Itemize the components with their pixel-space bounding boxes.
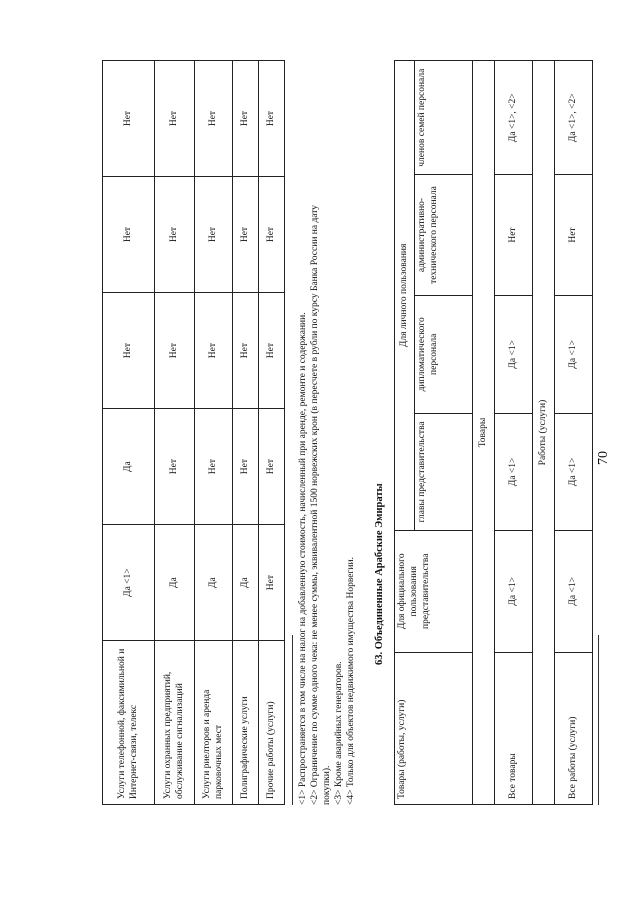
table-cell: Нет <box>233 61 259 177</box>
table-cell: Да <1> <box>495 295 533 413</box>
footnote: покупки). <box>322 765 332 805</box>
head-of-mission-header: главы представительства <box>415 413 473 530</box>
table-row <box>195 61 233 805</box>
section-title: Работы (услуги) <box>533 61 555 805</box>
table-cell: Да <1> <box>495 530 533 652</box>
diplomatic-staff-header: дипломатического персонала <box>415 295 473 413</box>
table-cell: Нет <box>155 409 195 525</box>
table-cell: Нет <box>195 177 233 293</box>
table-cell: Нет <box>195 409 233 525</box>
table-row <box>103 61 155 805</box>
table-cell: Да <box>233 525 259 641</box>
goods-column-header: Товары (работы, услуги) <box>395 652 473 804</box>
table-cell: Нет <box>233 293 259 409</box>
table-cell: Нет <box>103 177 155 293</box>
table-cell: Да <box>155 525 195 641</box>
admin-technical-staff-header: административно-технического персонала <box>415 175 473 295</box>
row-name: Все товары <box>495 652 533 804</box>
table-row <box>233 61 259 805</box>
table-cell: Нет <box>195 61 233 177</box>
table-row <box>555 61 593 805</box>
table-cell: Да <1> <box>495 413 533 530</box>
table-cell: Да <1> <box>555 530 593 652</box>
table-cell: Нет <box>233 409 259 525</box>
footnote-separator <box>292 635 293 805</box>
table-cell: Нет <box>103 293 155 409</box>
table-cell: Нет <box>495 175 533 295</box>
table-cell: Нет <box>155 293 195 409</box>
section-row <box>473 61 495 805</box>
row-name: Полиграфические услуги <box>233 641 259 805</box>
table-cell: Нет <box>155 61 195 177</box>
table-cell: Да <box>103 409 155 525</box>
row-name: Услуги риелторов и аренда парковочных мест <box>195 641 233 805</box>
table-cell: Да <1> <box>555 413 593 530</box>
footnote: <3> Кроме аварийных генераторов. <box>334 661 344 805</box>
table-cell: Нет <box>555 175 593 295</box>
row-name: Прочие работы (услуги) <box>259 641 285 805</box>
table-cell: Нет <box>259 525 285 641</box>
table-cell: Нет <box>259 293 285 409</box>
table-cell: Да <1>, <2> <box>495 61 533 175</box>
section-title: Товары <box>473 61 495 805</box>
personal-use-header: Для личного пользования <box>395 61 415 531</box>
table-cell: Нет <box>259 61 285 177</box>
family-members-header: членов семей персонала <box>415 61 473 175</box>
uae-privileges-table <box>394 60 593 805</box>
row-name: Услуги телефонной, факсимильной и Интернет-связи, телекс <box>103 641 155 805</box>
row-name: Все работы (услуги) <box>555 652 593 804</box>
footnote: <1> Распространяется в том числе на налог на добавленную стоимость, начисленный при аренде, ремонте и содержании. <box>298 312 308 805</box>
footnote-separator <box>598 635 599 805</box>
table-cell: Да <1> <box>555 295 593 413</box>
continuation-table <box>102 60 285 805</box>
table-cell: Нет <box>233 177 259 293</box>
table-cell: Нет <box>259 409 285 525</box>
table-cell: Нет <box>155 177 195 293</box>
table-cell: Нет <box>195 293 233 409</box>
table-row <box>155 61 195 805</box>
footnote: <2> Ограничение по сумме одного чека: не менее суммы, эквивалентной 1500 норвежских крон (в пересчете в рубли по курсу Банка России на дату <box>310 204 320 805</box>
table-cell: Нет <box>103 61 155 177</box>
table-row <box>259 61 285 805</box>
official-use-header: Для официального пользования представительства <box>395 530 473 652</box>
page-number: 70 <box>596 451 611 465</box>
table-cell: Нет <box>259 177 285 293</box>
section-heading: 63. Объединенные Арабские Эмираты <box>374 483 385 665</box>
footnote: <4> Только для объектов недвижимого имущества Норвегии. <box>346 557 356 805</box>
table-cell: Да <1> <box>103 525 155 641</box>
header-row <box>395 61 415 805</box>
table-cell: Да <1>, <2> <box>555 61 593 175</box>
table-cell: Да <box>195 525 233 641</box>
row-name: Услуги охранных предприятий, обслуживание сигнализаций <box>155 641 195 805</box>
section-row <box>533 61 555 805</box>
table-row <box>495 61 533 805</box>
